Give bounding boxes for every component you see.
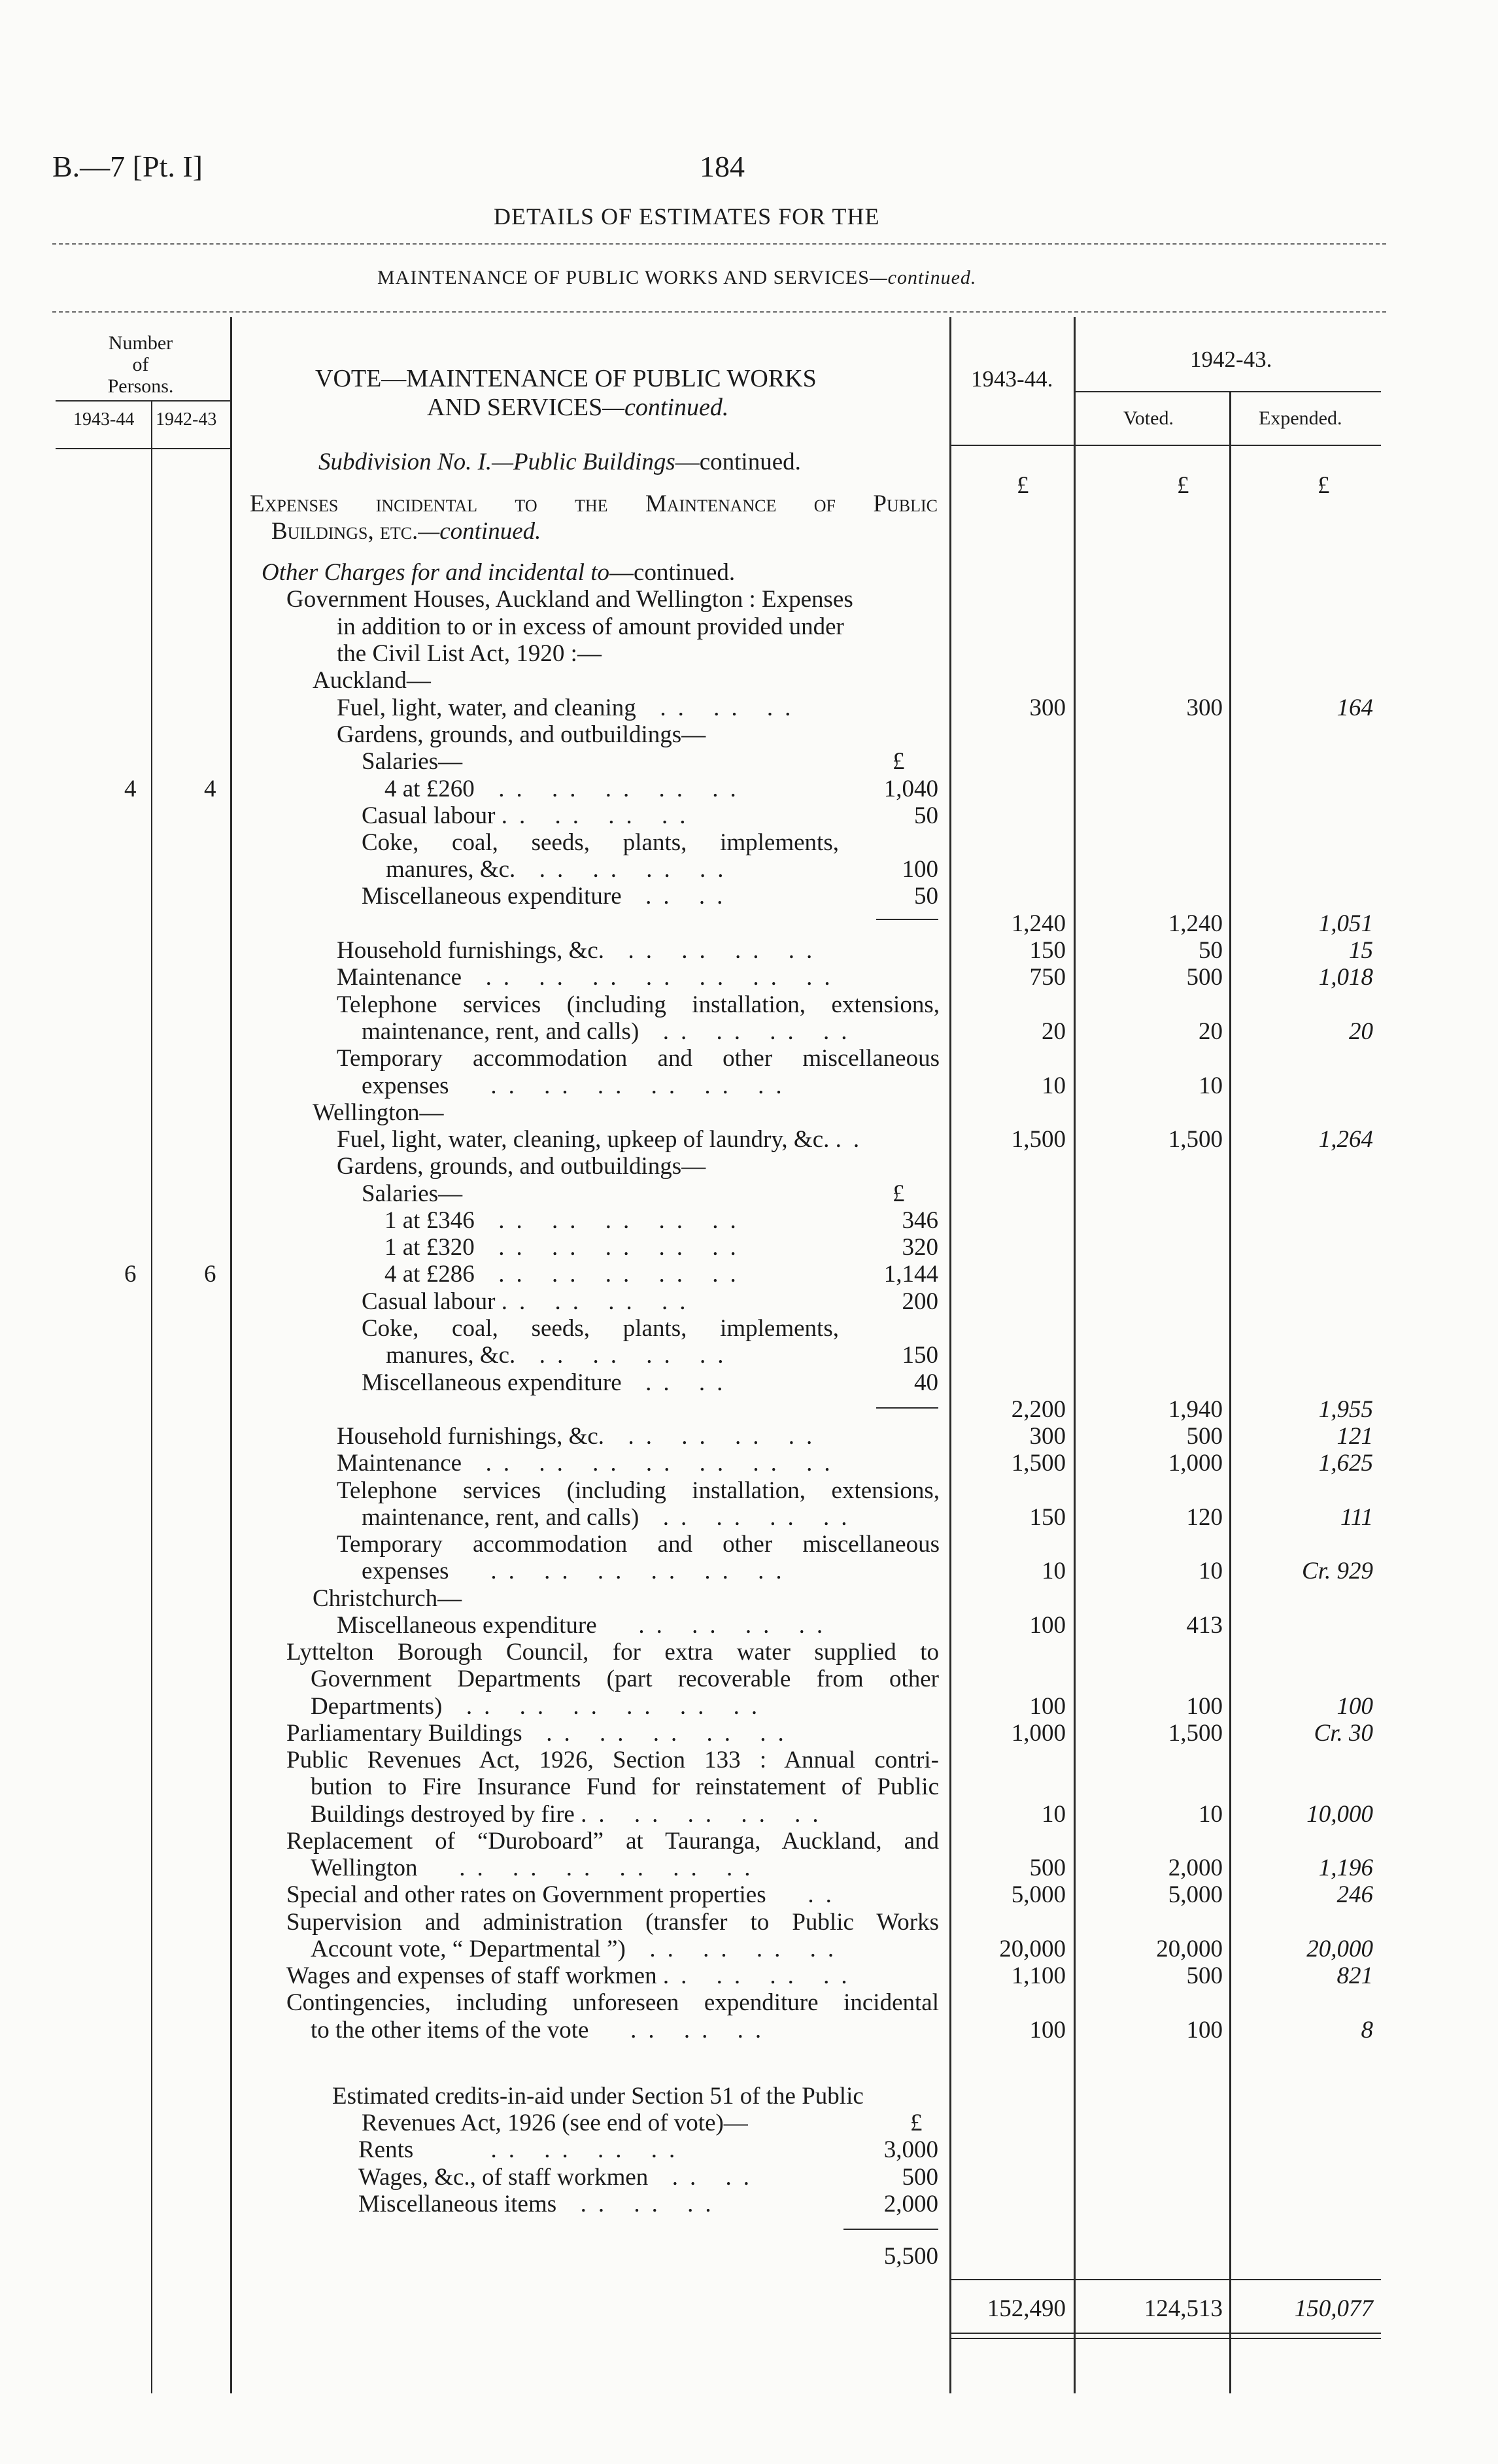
wellington-salary-3: 4 at £286 .. .. .. .. ..	[384, 1261, 748, 1288]
wellington-gardens-heading: Gardens, grounds, and outbuildings—	[337, 1153, 706, 1180]
persons-header: Number of Persons.	[107, 332, 174, 397]
supervision-line-1: Supervision and administration (transfer to Public Works	[286, 1909, 939, 1936]
auckland-salary-line: 4 at £260 .. .. .. .. ..	[384, 776, 748, 802]
wellington-furnishings-voted: 500	[1186, 1423, 1223, 1450]
expended-header: Expended.	[1259, 407, 1342, 429]
total-est: 152,490	[987, 2295, 1066, 2322]
wellington-salary-3-amt: 1,144	[883, 1261, 938, 1288]
page-number: 184	[700, 150, 745, 183]
auckland-furnishings-label: Household furnishings, &c. .. .. .. ..	[337, 937, 825, 964]
pound-sign-voted: £	[1177, 472, 1189, 499]
wages-exp: 821	[1336, 1962, 1373, 1989]
wellington-casual-amt: 200	[902, 1288, 938, 1315]
auckland-furnishings-exp: 15	[1349, 937, 1373, 964]
christchurch-heading: Christchurch—	[313, 1585, 462, 1612]
wellington-subtotal-rule	[876, 1407, 938, 1409]
lyttelton-voted: 100	[1186, 1693, 1223, 1720]
christchurch-misc-voted: 413	[1186, 1612, 1223, 1639]
wellington-temporary-exp: Cr. 929	[1302, 1558, 1373, 1584]
auckland-temporary-est: 10	[1042, 1072, 1066, 1099]
expenses-heading: Expenses incidental to the Maintenance of Public	[250, 490, 938, 517]
duroboard-label: Wellington .. .. .. .. .. ..	[311, 1855, 762, 1881]
auckland-coke-amt: 100	[902, 856, 938, 883]
wellington-gardens-total-exp: 1,955	[1318, 1396, 1373, 1423]
wellington-misc-label: Miscellaneous expenditure .. ..	[362, 1369, 735, 1396]
contingencies-voted: 100	[1186, 2017, 1223, 2044]
revenues-est: 10	[1042, 1801, 1066, 1828]
contingencies-est: 100	[1029, 2017, 1066, 2044]
auckland-maintenance-label: Maintenance .. .. .. .. .. .. ..	[337, 964, 842, 991]
total-voted: 124,513	[1144, 2295, 1223, 2322]
auckland-misc-label: Miscellaneous expenditure .. ..	[362, 883, 735, 910]
auckland-maintenance-voted: 500	[1186, 964, 1223, 991]
wellington-casual-label: Casual labour .. .. .. ..	[362, 1288, 698, 1315]
christchurch-misc-label: Miscellaneous expenditure .. .. .. ..	[337, 1612, 835, 1639]
auckland-fuel-est: 300	[1029, 694, 1066, 721]
rates-est: 5,000	[1011, 1881, 1066, 1908]
lyttelton-line-2: Government Departments (part recoverable from other	[311, 1666, 939, 1692]
credits-heading-2: Revenues Act, 1926 (see end of vote)—	[362, 2110, 748, 2136]
lyttelton-est: 100	[1029, 1693, 1066, 1720]
credits-misc-amt: 2,000	[883, 2191, 938, 2217]
pound-sign-exp: £	[1318, 472, 1330, 499]
wellington-pound-sign: £	[893, 1180, 905, 1207]
page-reference: B.—7 [Pt. I]	[52, 150, 203, 183]
parliament-label: Parliamentary Buildings .. .. .. .. ..	[286, 1720, 796, 1747]
duroboard-voted: 2,000	[1168, 1855, 1223, 1881]
auckland-coke-label: manures, &c. .. .. .. ..	[386, 856, 736, 883]
supervision-voted: 20,000	[1156, 1936, 1223, 1962]
auckland-coke-line-1: Coke, coal, seeds, plants, implements,	[362, 829, 839, 856]
wellington-temporary-est: 10	[1042, 1558, 1066, 1584]
wellington-fuel-voted: 1,500	[1168, 1126, 1223, 1153]
auckland-temporary-line-1: Temporary accommodation and other miscellaneous	[337, 1045, 940, 1072]
auckland-salary-amt: 1,040	[883, 776, 938, 802]
auckland-temporary-voted: 10	[1199, 1072, 1223, 1099]
wages-label: Wages and expenses of staff workmen .. .. .. ..	[286, 1962, 859, 1989]
persons-column-rule	[230, 317, 232, 2393]
supervision-est: 20,000	[999, 1936, 1066, 1962]
revenues-line-2: bution to Fire Insurance Fund for reinstatement of Public	[311, 1773, 939, 1800]
auckland-telephone-exp: 20	[1349, 1018, 1373, 1045]
subdivision-heading: Subdivision No. I.—Public Buildings—continued.	[318, 449, 801, 475]
rates-exp: 246	[1336, 1881, 1373, 1908]
wellington-maintenance-voted: 1,000	[1168, 1450, 1223, 1477]
auckland-subtotal-rule	[876, 919, 938, 920]
duroboard-est: 500	[1029, 1855, 1066, 1881]
wellington-salaries-heading: Salaries—	[362, 1180, 463, 1207]
page-subtitle: MAINTENANCE OF PUBLIC WORKS AND SERVICES—continued.	[377, 267, 977, 288]
auckland-telephone-est: 20	[1042, 1018, 1066, 1045]
lyttelton-line-1: Lyttelton Borough Council, for extra water supplied to	[286, 1639, 939, 1666]
supervision-label: Account vote, “ Departmental ”) .. .. .. ..	[311, 1936, 846, 1962]
parliament-est: 1,000	[1011, 1720, 1066, 1747]
wellington-maintenance-est: 1,500	[1011, 1450, 1066, 1477]
auckland-fuel-label: Fuel, light, water, and cleaning .. .. ..	[337, 694, 803, 721]
persons-subheader-rule	[56, 448, 231, 449]
wellington-misc-amt: 40	[914, 1369, 938, 1396]
gov-houses-line-2: in addition to or in excess of amount provided under	[337, 613, 844, 640]
subtitle-rule	[52, 311, 1386, 313]
wellington-telephone-label: maintenance, rent, and calls) .. .. .. ..	[362, 1504, 859, 1531]
auckland-salaries-heading: Salaries—	[362, 748, 463, 775]
persons-1943-header: 1943-44	[73, 409, 135, 430]
wellington-maintenance-label: Maintenance .. .. .. .. .. .. ..	[337, 1450, 842, 1477]
wellington-gardens-total-voted: 1,940	[1168, 1396, 1223, 1423]
vote-title: VOTE—MAINTENANCE OF PUBLIC WORKS	[315, 365, 817, 392]
duroboard-line-1: Replacement of “Duroboard” at Tauranga, Auckland, and	[286, 1828, 939, 1855]
wellington-gardens-total-est: 2,200	[1011, 1396, 1066, 1423]
supervision-exp: 20,000	[1306, 1936, 1373, 1962]
voted-header: Voted.	[1123, 407, 1174, 429]
voted-expended-rule	[1229, 391, 1231, 2393]
persons-1942-header: 1942-43	[156, 409, 217, 430]
auckland-fuel-exp: 164	[1336, 694, 1373, 721]
totals-top-rule	[949, 2279, 1381, 2280]
auckland-telephone-label: maintenance, rent, and calls) .. .. .. ..	[362, 1018, 859, 1045]
credits-wages-label: Wages, &c., of staff workmen .. ..	[358, 2164, 762, 2191]
auckland-gardens-heading: Gardens, grounds, and outbuildings—	[337, 721, 706, 748]
estimates-right-rule	[1074, 317, 1076, 2393]
auckland-pound-sign: £	[893, 748, 905, 775]
lyttelton-label: Departments) .. .. .. .. .. ..	[311, 1693, 770, 1720]
col-1943-header: 1943-44.	[971, 366, 1053, 392]
wellington-telephone-voted: 120	[1186, 1504, 1223, 1531]
pound-sign-est: £	[1017, 472, 1029, 499]
wellington-salary-2: 1 at £320 .. .. .. .. ..	[384, 1234, 748, 1261]
wellington-fuel-label: Fuel, light, water, cleaning, upkeep of laundry, &c. ..	[337, 1126, 872, 1153]
auckland-temporary-label: expenses .. .. .. .. .. ..	[362, 1072, 794, 1099]
christchurch-misc-est: 100	[1029, 1612, 1066, 1639]
estimates-left-rule	[949, 317, 951, 2393]
contingencies-label: to the other items of the vote .. .. ..	[311, 2017, 774, 2044]
auckland-gardens-total-est: 1,240	[1011, 910, 1066, 937]
auckland-telephone-line-1: Telephone services (including installation, extensions,	[337, 991, 940, 1018]
wellington-furnishings-label: Household furnishings, &c. .. .. .. ..	[337, 1423, 825, 1450]
parliament-voted: 1,500	[1168, 1720, 1223, 1747]
credits-misc-label: Miscellaneous items .. .. ..	[358, 2191, 723, 2217]
duroboard-exp: 1,196	[1318, 1855, 1373, 1881]
credits-wages-amt: 500	[902, 2164, 938, 2191]
contingencies-exp: 8	[1361, 2017, 1373, 2044]
revenues-line-1: Public Revenues Act, 1926, Section 133 : Annual contri-	[286, 1747, 939, 1773]
wellington-salary-1: 1 at £346 .. .. .. .. ..	[384, 1207, 748, 1234]
gov-houses-line-1: Government Houses, Auckland and Wellington : Expenses	[286, 586, 853, 613]
wellington-furnishings-exp: 121	[1336, 1423, 1373, 1450]
wellington-salary-2-amt: 320	[902, 1234, 938, 1261]
wages-voted: 500	[1186, 1962, 1223, 1989]
header-rule	[52, 243, 1386, 245]
revenues-exp: 10,000	[1306, 1801, 1373, 1828]
other-charges-heading: Other Charges for and incidental to—continued.	[262, 559, 736, 586]
auckland-misc-amt: 50	[914, 883, 938, 910]
wellington-maintenance-exp: 1,625	[1318, 1450, 1373, 1477]
total-exp: 150,077	[1294, 2295, 1373, 2322]
wellington-fuel-est: 1,500	[1011, 1126, 1066, 1153]
totals-rule	[949, 2333, 1381, 2334]
auckland-casual-label: Casual labour .. .. .. ..	[362, 802, 698, 829]
revenues-voted: 10	[1199, 1801, 1223, 1828]
contingencies-line-1: Contingencies, including unforeseen expenditure incidental	[286, 1989, 939, 2016]
wellington-temporary-voted: 10	[1199, 1558, 1223, 1584]
wellington-fuel-exp: 1,264	[1318, 1126, 1373, 1153]
parliament-exp: Cr. 30	[1314, 1720, 1373, 1747]
revenues-label: Buildings destroyed by fire .. .. .. .. ..	[311, 1801, 830, 1828]
wellington-persons-1943: 6	[124, 1261, 137, 1288]
wellington-temporary-line-1: Temporary accommodation and other miscellaneous	[337, 1531, 940, 1558]
auckland-telephone-voted: 20	[1199, 1018, 1223, 1045]
auckland-persons-1943: 4	[124, 776, 137, 802]
year-1942-rule	[1074, 391, 1381, 392]
wellington-coke-label: manures, &c. .. .. .. ..	[386, 1342, 736, 1369]
wellington-temporary-label: expenses .. .. .. .. .. ..	[362, 1558, 794, 1584]
col-1942-header: 1942-43.	[1190, 347, 1272, 372]
wellington-heading: Wellington—	[313, 1099, 444, 1126]
wellington-furnishings-est: 300	[1029, 1423, 1066, 1450]
gov-houses-line-3: the Civil List Act, 1920 :—	[337, 640, 602, 667]
auckland-maintenance-est: 750	[1029, 964, 1066, 991]
credits-subtotal-rule	[843, 2229, 938, 2230]
wellington-coke-amt: 150	[902, 1342, 938, 1369]
auckland-gardens-total-exp: 1,051	[1318, 910, 1373, 937]
wellington-telephone-line-1: Telephone services (including installation, extensions,	[337, 1477, 940, 1504]
totals-double-rule	[949, 2338, 1381, 2339]
credits-heading-1: Estimated credits-in-aid under Section 51 of the Public	[332, 2083, 864, 2110]
lyttelton-exp: 100	[1336, 1693, 1373, 1720]
auckland-furnishings-est: 150	[1029, 937, 1066, 964]
wellington-telephone-exp: 111	[1340, 1504, 1373, 1531]
wages-est: 1,100	[1011, 1962, 1066, 1989]
auckland-fuel-voted: 300	[1186, 694, 1223, 721]
auckland-casual-amt: 50	[914, 802, 938, 829]
page-title: DETAILS OF ESTIMATES FOR THE	[494, 203, 880, 230]
rates-voted: 5,000	[1168, 1881, 1223, 1908]
auckland-furnishings-voted: 50	[1199, 937, 1223, 964]
rates-label: Special and other rates on Government properties ..	[286, 1881, 843, 1908]
credits-rents-amt: 3,000	[883, 2136, 938, 2163]
wellington-telephone-est: 150	[1029, 1504, 1066, 1531]
auckland-heading: Auckland—	[313, 667, 431, 694]
auckland-persons-1942: 4	[204, 776, 216, 802]
wellington-persons-1942: 6	[204, 1261, 216, 1288]
persons-split-rule	[151, 400, 152, 2393]
credits-pound-sign: £	[910, 2110, 923, 2136]
auckland-gardens-total-voted: 1,240	[1168, 910, 1223, 937]
column-header-rule	[949, 445, 1381, 446]
persons-header-rule	[56, 400, 231, 402]
credits-rents-label: Rents .. .. .. ..	[358, 2136, 687, 2163]
wellington-coke-line-1: Coke, coal, seeds, plants, implements,	[362, 1315, 839, 1342]
vote-title-2: AND SERVICES—continued.	[427, 394, 729, 421]
expenses-heading-2: Buildings, etc.—continued.	[271, 518, 541, 545]
auckland-maintenance-exp: 1,018	[1318, 964, 1373, 991]
credits-total: 5,500	[883, 2243, 938, 2270]
wellington-salary-1-amt: 346	[902, 1207, 938, 1234]
